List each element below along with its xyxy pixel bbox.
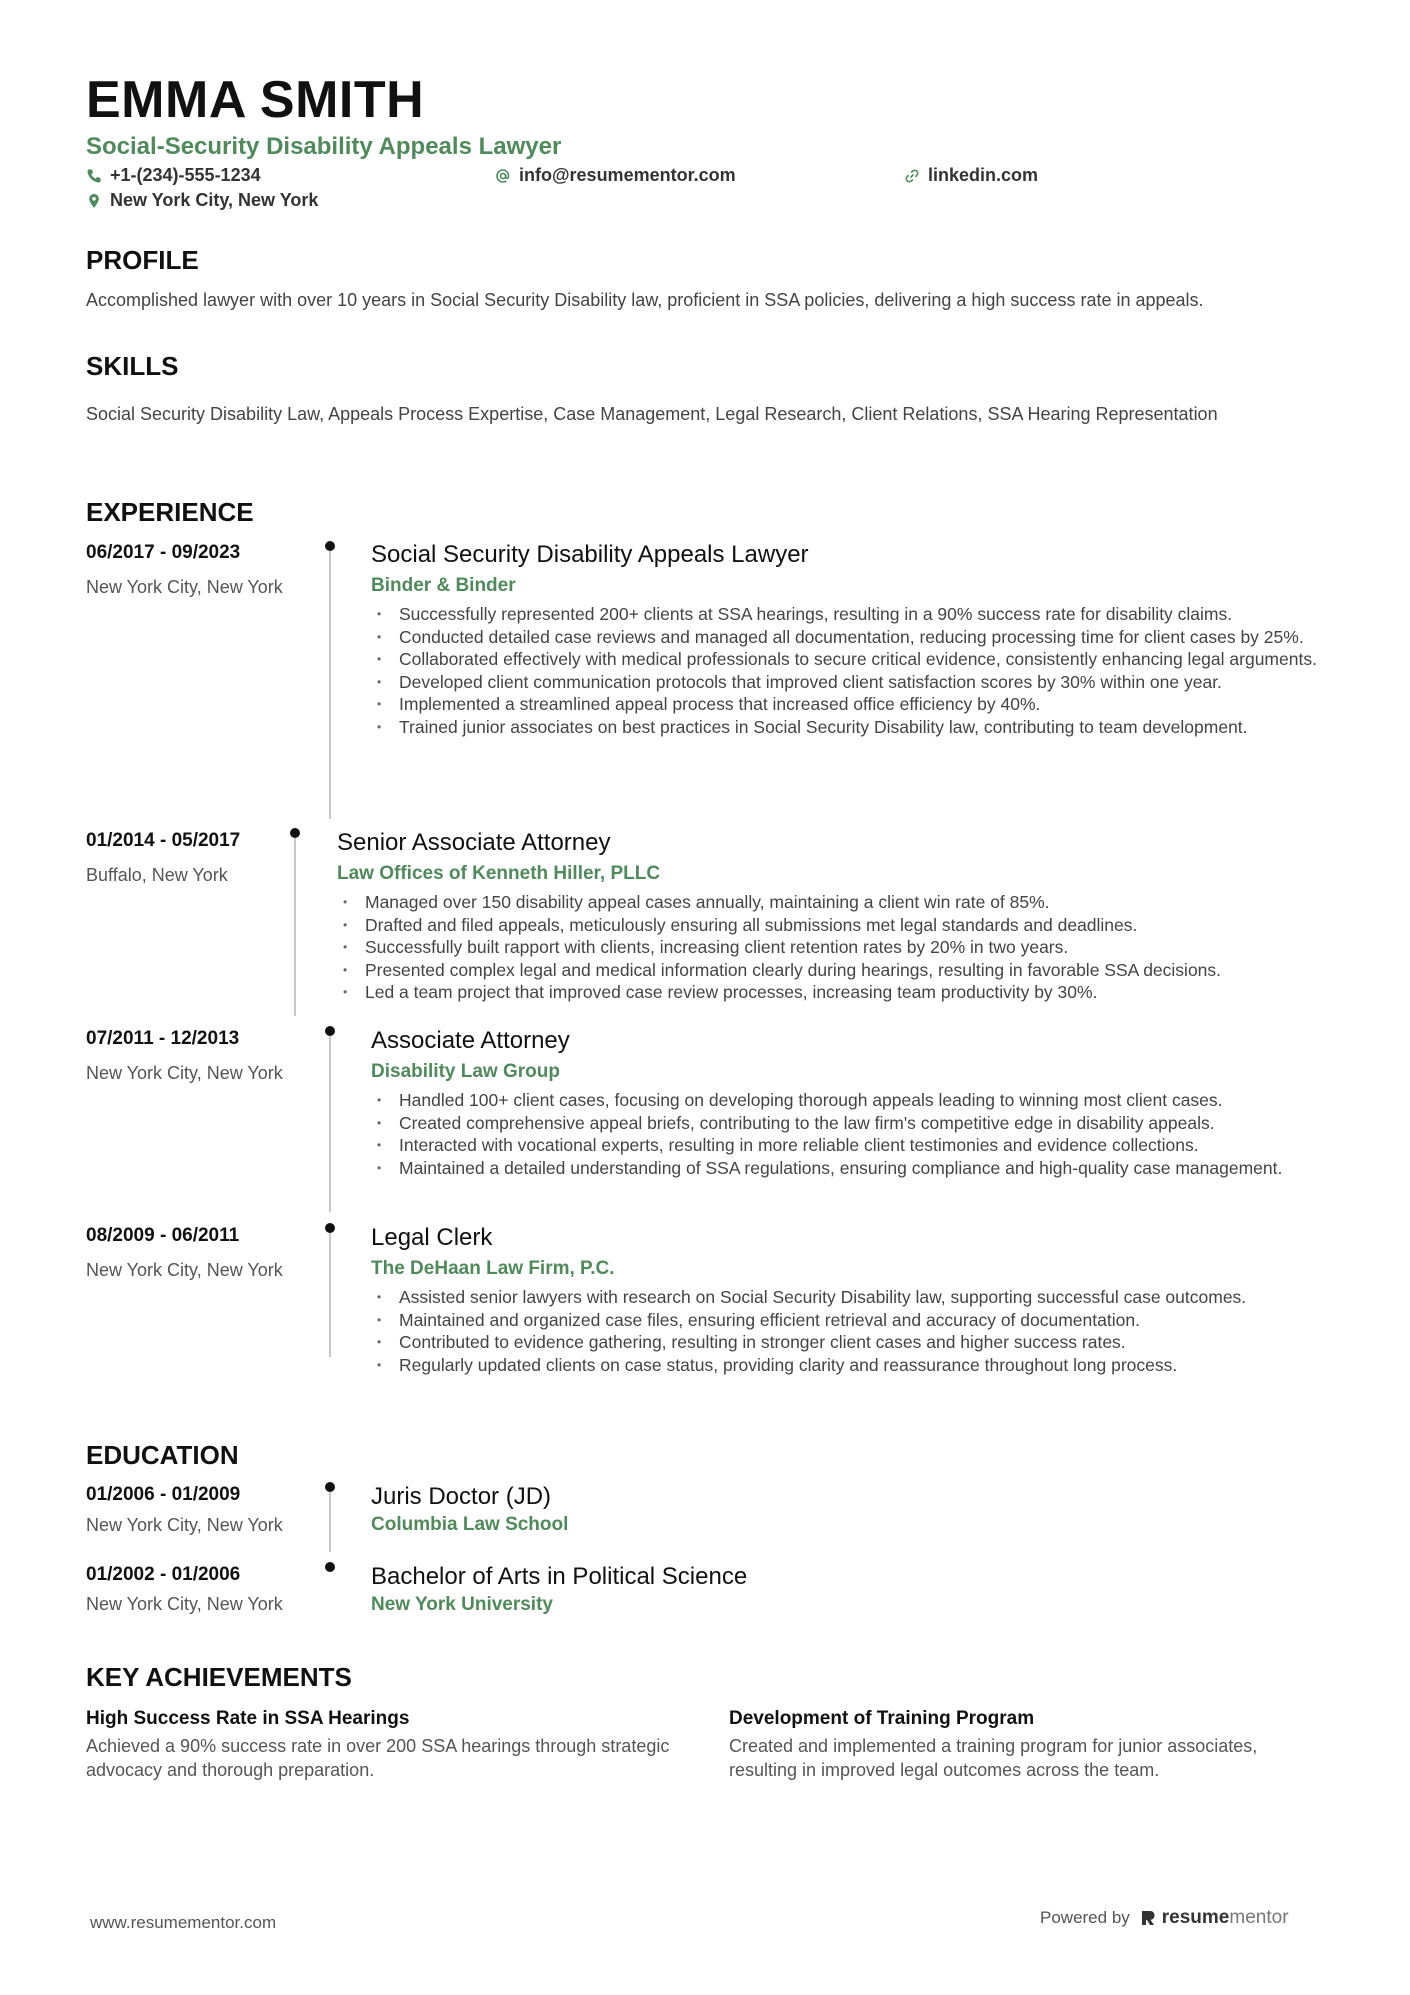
- timeline-line: [329, 551, 331, 819]
- phone-icon: [86, 168, 102, 184]
- profile-heading: PROFILE: [86, 245, 199, 275]
- achievement-title: High Success Rate in SSA Hearings: [86, 1708, 410, 1729]
- bullet: • Conducted detailed case reviews and managed all documentation, reducing processing time for client cases by 25%.: [371, 626, 1331, 649]
- at-icon: [495, 168, 511, 184]
- edu-degree: Bachelor of Arts in Political Science: [371, 1563, 748, 1590]
- job-location: New York City, New York: [86, 577, 283, 597]
- timeline-dot: [325, 1482, 335, 1492]
- edu-school: New York University: [371, 1594, 553, 1615]
- bullet: • Led a team project that improved case review processes, increasing team productivity by 30%.: [337, 981, 1327, 1004]
- brand-logo[interactable]: [1140, 1907, 1289, 1929]
- candidate-title: Social-Security Disability Appeals Lawyer: [86, 133, 562, 160]
- location-text: New York City, New York: [110, 190, 319, 210]
- job-bullets: [371, 1286, 1331, 1376]
- contact-phone: [86, 165, 261, 186]
- job-role: Senior Associate Attorney: [337, 829, 611, 856]
- achievement-desc: Created and implemented a training program for junior associates, resulting in improved legal outcomes across the team.: [729, 1736, 1258, 1780]
- footer-powered: [1040, 1907, 1289, 1929]
- achievements-heading: KEY ACHIEVEMENTS: [86, 1662, 352, 1692]
- bullet: • Regularly updated clients on case status, providing clarity and reassurance throughout long process.: [371, 1354, 1331, 1377]
- job-role: Social Security Disability Appeals Lawyer: [371, 541, 809, 568]
- contact-location: [86, 190, 318, 211]
- skills-heading: SKILLS: [86, 351, 179, 381]
- bullet: • Successfully built rapport with clients, increasing client retention rates by 20% in two years.: [337, 936, 1327, 959]
- edu-location: New York City, New York: [86, 1515, 283, 1535]
- edu-dates: 01/2006 - 01/2009: [86, 1484, 241, 1505]
- bullet: • Maintained and organized case files, ensuring efficient retrieval and accuracy of documentation.: [371, 1309, 1331, 1332]
- bullet: • Created comprehensive appeal briefs, contributing to the law firm's competitive edge in disability appeals.: [371, 1112, 1331, 1135]
- candidate-name: EMMA SMITH: [86, 71, 425, 129]
- resumementor-logo-icon: [1140, 1909, 1156, 1927]
- timeline-dot: [325, 1223, 335, 1233]
- job-org: The DeHaan Law Firm, P.C.: [371, 1258, 615, 1279]
- job-bullets: [371, 603, 1331, 738]
- education-heading: EDUCATION: [86, 1440, 239, 1470]
- timeline-dot: [290, 828, 300, 838]
- edu-dates: 01/2002 - 01/2006: [86, 1564, 241, 1585]
- job-location: New York City, New York: [86, 1063, 283, 1083]
- job-org: Binder & Binder: [371, 575, 516, 596]
- contact-email[interactable]: [495, 165, 736, 186]
- bullet: • Implemented a streamlined appeal process that increased office efficiency by 40%.: [371, 693, 1331, 716]
- bullet: • Handled 100+ client cases, focusing on developing thorough appeals leading to winning most client cases.: [371, 1089, 1331, 1112]
- map-pin-icon: [86, 193, 102, 209]
- powered-by-label: Powered by: [1040, 1908, 1130, 1927]
- timeline-dot: [325, 1562, 335, 1572]
- bullet: • Collaborated effectively with medical professionals to secure critical evidence, consistently enhancing legal arguments.: [371, 648, 1331, 671]
- edu-school: Columbia Law School: [371, 1514, 569, 1535]
- timeline-dot: [325, 541, 335, 551]
- job-role: Associate Attorney: [371, 1027, 570, 1054]
- achievement-desc: Achieved a 90% success rate in over 200 SSA hearings through strategic advocacy and thorough preparation.: [86, 1736, 670, 1780]
- linkedin-text: linkedin.com: [928, 165, 1039, 185]
- edu-location: New York City, New York: [86, 1594, 283, 1614]
- achievement-title: Development of Training Program: [729, 1708, 1035, 1729]
- edu-degree: Juris Doctor (JD): [371, 1483, 552, 1510]
- bullet: • Contributed to evidence gathering, resulting in stronger client cases and higher success rates.: [371, 1331, 1331, 1354]
- bullet: • Interacted with vocational experts, resulting in more reliable client testimonies and evidence collections.: [371, 1134, 1331, 1157]
- bullet: • Managed over 150 disability appeal cases annually, maintaining a client win rate of 85%.: [337, 891, 1327, 914]
- job-dates: 08/2009 - 06/2011: [86, 1225, 240, 1246]
- bullet: • Drafted and filed appeals, meticulously ensuring all submissions met legal standards and deadlines.: [337, 914, 1327, 937]
- brand-light: mentor: [1229, 1907, 1289, 1928]
- job-bullets: [371, 1089, 1331, 1179]
- timeline-line: [329, 1036, 331, 1212]
- job-location: New York City, New York: [86, 1260, 283, 1280]
- timeline-dot: [325, 1026, 335, 1036]
- job-org: Disability Law Group: [371, 1061, 560, 1082]
- profile-text: Accomplished lawyer with over 10 years in Social Security Disability law, proficient in SSA policies, delivering a high success rate in appeals.: [86, 290, 1204, 310]
- job-role: Legal Clerk: [371, 1224, 493, 1251]
- bullet: • Trained junior associates on best practices in Social Security Disability law, contributing to team development.: [371, 716, 1331, 739]
- experience-heading: EXPERIENCE: [86, 497, 254, 527]
- skills-text: Social Security Disability Law, Appeals Process Expertise, Case Management, Legal Research, Client Relations, SSA Hearing Representation: [86, 404, 1218, 424]
- bullet: • Developed client communication protocols that improved client satisfaction scores by 30% within one year.: [371, 671, 1331, 694]
- bullet: • Maintained a detailed understanding of SSA regulations, ensuring compliance and high-quality case management.: [371, 1157, 1331, 1180]
- timeline-line: [329, 1492, 331, 1552]
- job-dates: 01/2014 - 05/2017: [86, 830, 241, 851]
- phone-text: +1-(234)-555-1234: [110, 165, 261, 185]
- job-bullets: [337, 891, 1327, 1004]
- job-dates: 06/2017 - 09/2023: [86, 542, 241, 563]
- timeline-line: [294, 838, 296, 1016]
- bullet: • Assisted senior lawyers with research on Social Security Disability law, supporting successful case outcomes.: [371, 1286, 1331, 1309]
- job-location: Buffalo, New York: [86, 865, 228, 885]
- job-org: Law Offices of Kenneth Hiller, PLLC: [337, 863, 661, 884]
- footer-website[interactable]: www.resumementor.com: [90, 1913, 277, 1932]
- timeline-line: [329, 1233, 331, 1357]
- contact-linkedin[interactable]: [904, 165, 1038, 186]
- bullet: • Successfully represented 200+ clients at SSA hearings, resulting in a 90% success rate for disability claims.: [371, 603, 1331, 626]
- email-text: info@resumementor.com: [519, 165, 736, 185]
- brand-bold: resume: [1161, 1907, 1230, 1928]
- link-icon: [904, 168, 920, 184]
- job-dates: 07/2011 - 12/2013: [86, 1028, 240, 1049]
- bullet: • Presented complex legal and medical information clearly during hearings, resulting in favorable SSA decisions.: [337, 959, 1327, 982]
